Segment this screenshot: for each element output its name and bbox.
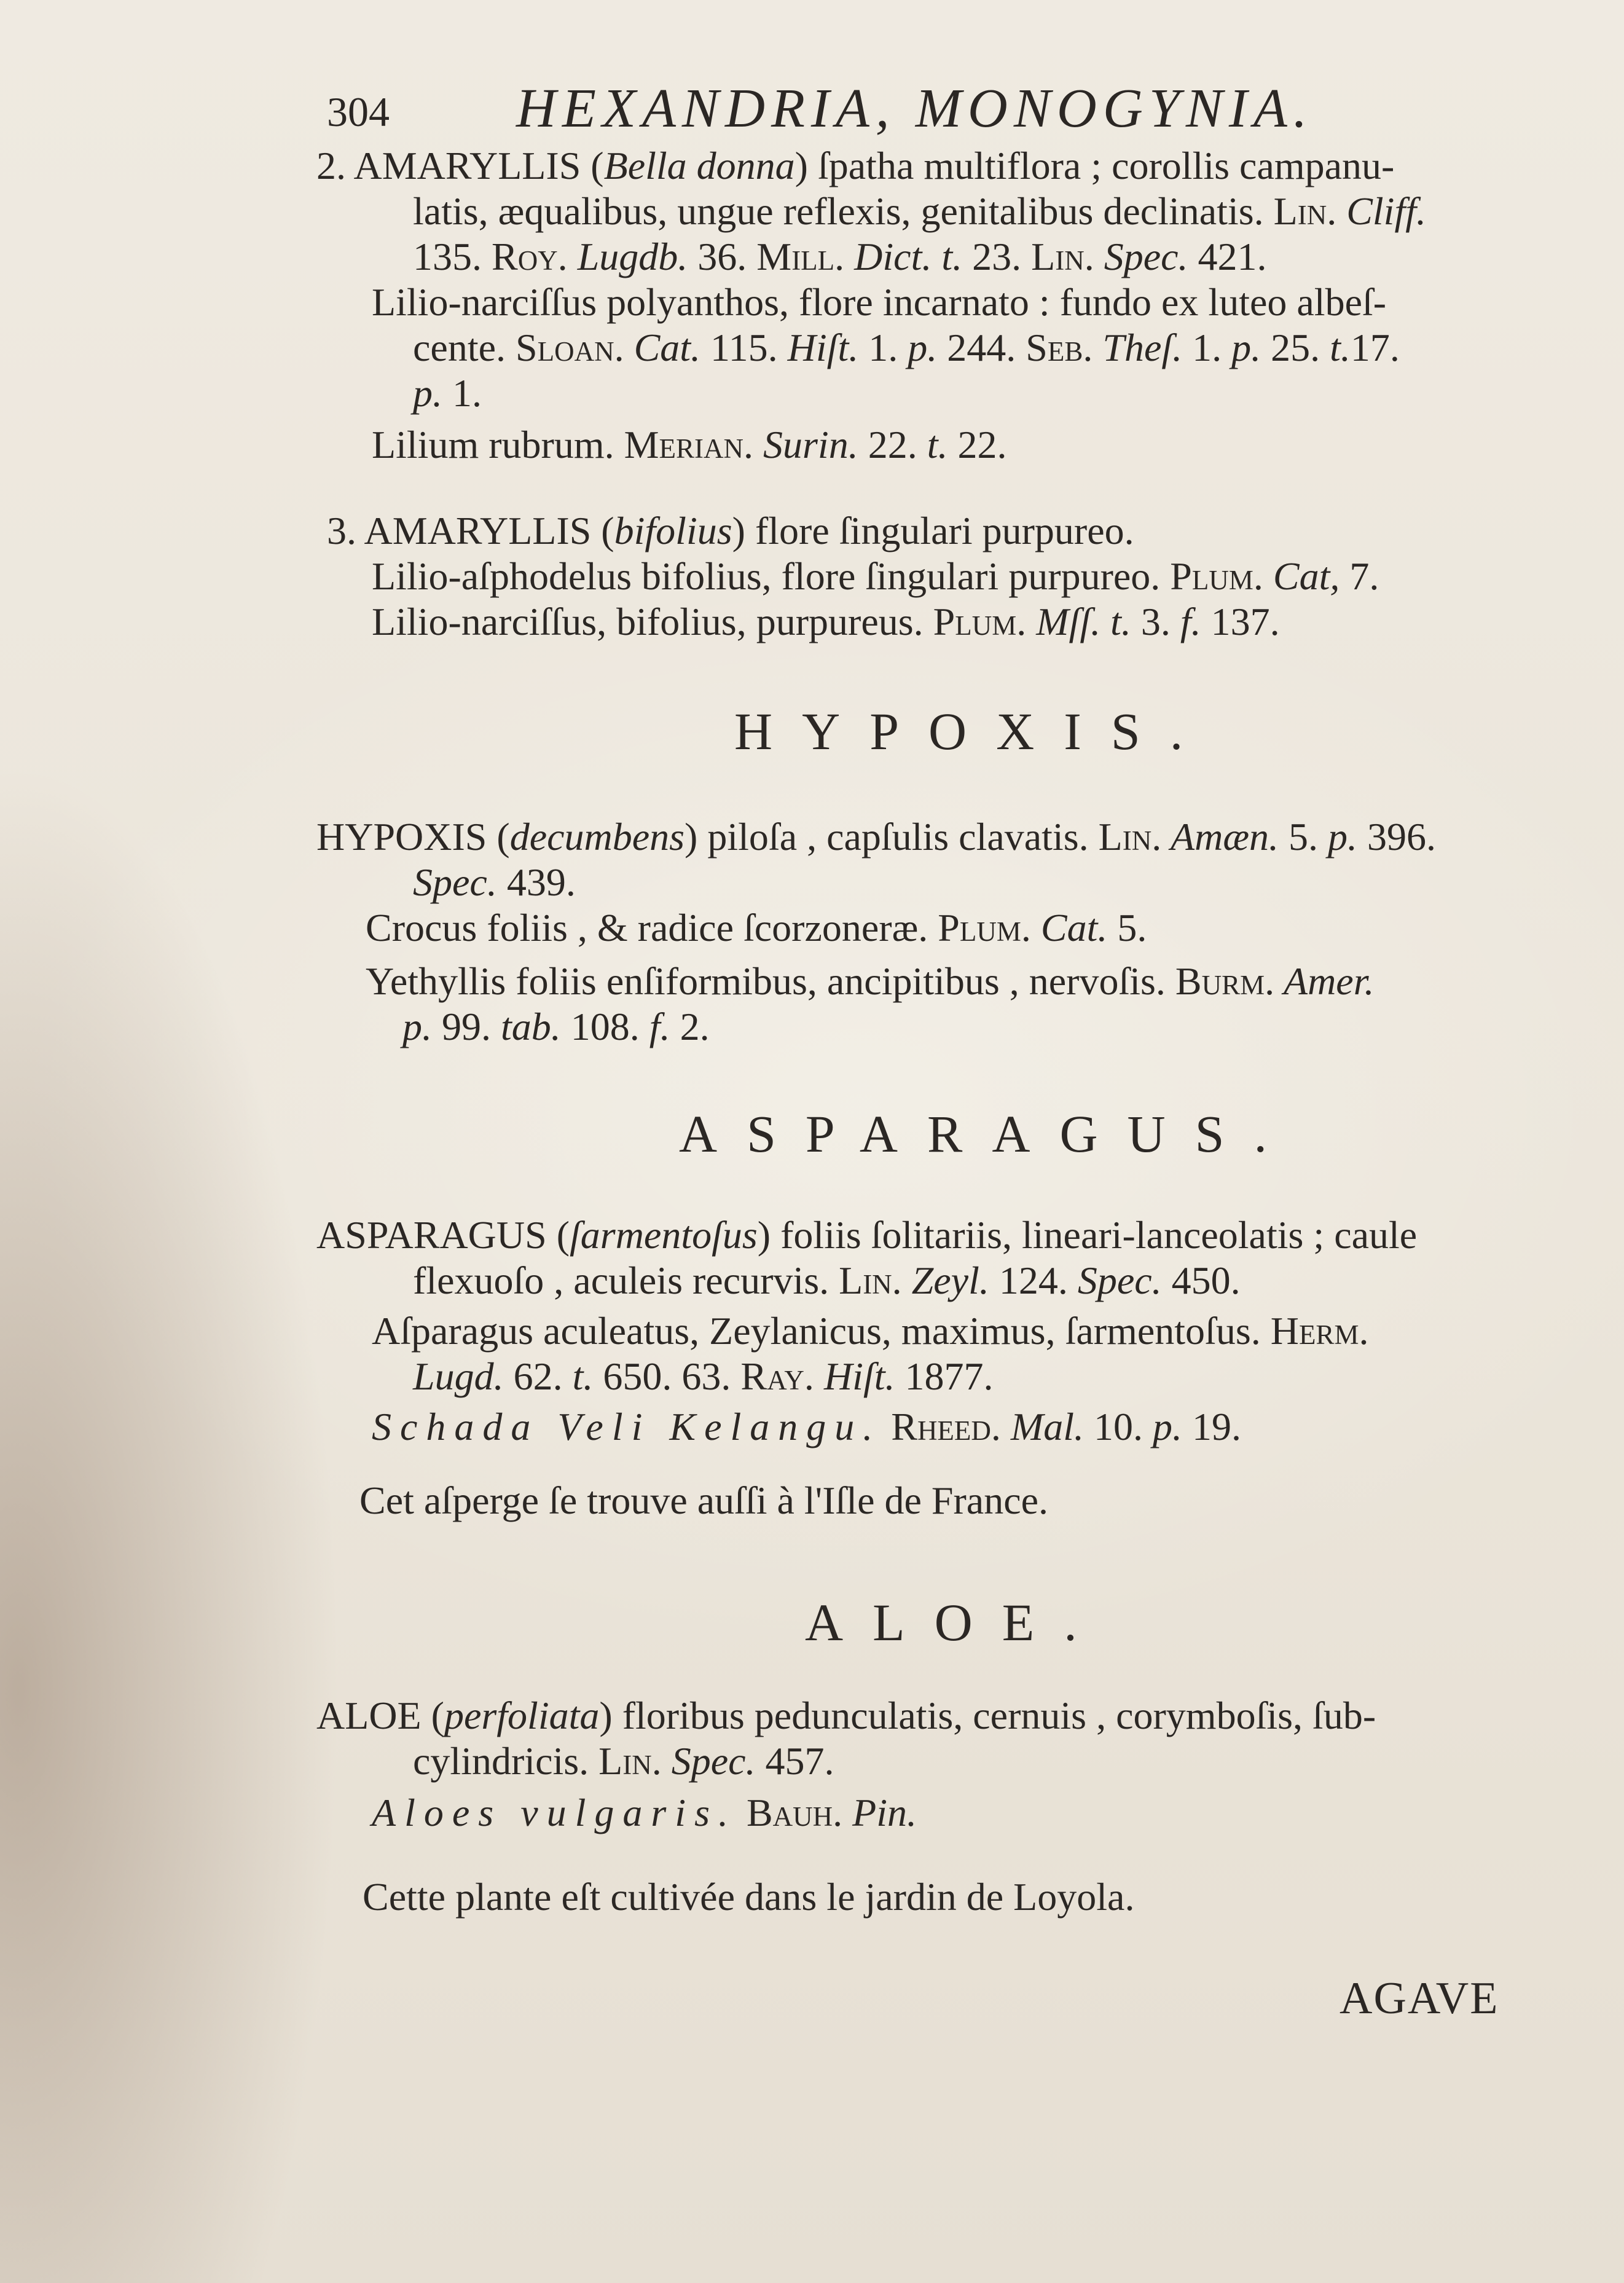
work-title: Mal. [1000,1405,1085,1448]
ref-number: 1. [442,371,482,415]
ref-abbrev: p. [908,326,938,369]
work-title: Cat, [1263,554,1340,598]
entry-amaryllis-2-synonym-1: Lilio-narciſſus polyanthos, flore incarnato : fundo ex luteo albeſ- [372,280,1387,324]
ref-number: 1. [858,326,908,369]
genus: AMARYLLIS ( [364,509,614,552]
ref-abbrev: p. [413,371,442,415]
genus: AMARYLLIS ( [353,144,604,187]
work-title: Hiſt. [814,1354,895,1398]
author-abbrev: Plum. [938,906,1031,949]
genus-heading-hypoxis: HYPOXIS. [734,702,1213,761]
ref-abbrev: t. [572,1354,594,1398]
genus-heading-aloe: ALOE. [805,1593,1107,1652]
aloe-note: Cette plante eſt cultivée dans le jardin de Loyola. [363,1875,1135,1919]
author-abbrev: Plum. [1170,554,1263,598]
species-name: decumbens [509,815,685,859]
work-title: Spec. [661,1739,756,1783]
ref-number: 17. [1350,326,1400,369]
author-abbrev: Lin. [1031,235,1094,278]
work-title: Mſſ. t. [1026,600,1131,643]
diagnosis-text: ) foliis ſolitariis, lineari-lanceolatis ; caule [757,1213,1418,1257]
ref-number: 23. [962,235,1032,278]
ref-number: 3. [1131,600,1180,643]
entry-amaryllis-2-line-6 [413,371,482,415]
entry-amaryllis-2-line-5 [413,328,1400,367]
entry-aloe-synonym-1 [372,1793,917,1833]
species-name: Bella donna [603,144,795,187]
ref-abbrev: t. [1330,326,1351,369]
diagnosis-text: ) ſpatha multiflora ; corollis campanu- [794,144,1395,187]
diagnosis-text: ) floribus pedunculatis, cernuis , corymboſis, ſub- [599,1694,1376,1737]
synonym-text: Aſparagus aculeatus, Zeylanicus, maximus, ſarmentoſus. [372,1309,1271,1353]
running-title: HEXANDRIA, MONOGYNIA. [516,78,1314,139]
author-abbrev: Lin. [1273,189,1337,233]
ref-number: 1. [1182,326,1232,369]
ref-number: 22. [858,423,927,466]
entry-hypoxis-synonym-1 [366,908,1147,948]
work-title: Zeyl. [901,1259,989,1302]
ref-number: 396. [1357,815,1437,859]
work-title: Amæn. [1161,815,1279,859]
ref-number: 450. [1161,1259,1241,1302]
author-abbrev: Merian. [624,423,754,466]
ref-number: 1877. [895,1354,994,1398]
entry-hypoxis-line-2 [413,860,576,904]
entry-amaryllis-2-line-1 [316,146,1394,186]
entry-aloe-line-1 [316,1696,1376,1735]
work-title: Hiſt. [787,326,859,369]
entry-number: 2. [316,144,346,187]
genus: ALOE ( [316,1694,444,1737]
author-abbrev: Ray. [740,1354,814,1398]
synonym-text: Lilio-narciſſus, bifolius, purpureus. [372,600,933,643]
author-abbrev: Herm. [1270,1309,1369,1353]
ref-number: 5. [1279,815,1328,859]
ref-number: 62. [503,1354,573,1398]
entry-asparagus-synonym-2 [372,1407,1241,1447]
entry-hypoxis-line-1 [316,817,1436,857]
ref-number: 137. [1201,600,1280,643]
entry-amaryllis-2-line-3 [413,237,1267,277]
entry-hypoxis-synonym-2 [366,959,1375,1003]
ref-number: 99. [432,1005,501,1048]
ref-number: 457. [755,1739,834,1783]
synonym-text: Lilium rubrum. [372,423,624,466]
entry-amaryllis-2-synonym-2 [372,425,1006,465]
species-name: ſarmentoſus [570,1213,758,1257]
ref-number: 115. [700,326,788,369]
diagnosis-text: latis, æqualibus, ungue reflexis, genitalibus declinatis. [413,189,1274,233]
work-title: Lugd. [413,1354,504,1398]
author-abbrev: Lin. [839,1259,902,1302]
author-abbrev: Seb. [1026,326,1093,369]
vernacular-name: Schada Veli Kelangu. [372,1405,882,1448]
ref-number: 5. [1107,906,1147,949]
ref-abbrev: p. [1153,1405,1183,1448]
ref-number: 19. [1182,1405,1242,1448]
author-abbrev: Lin. [598,1739,662,1783]
diagnosis-text: ) piloſa , capſulis clavatis. [685,815,1099,859]
entry-asparagus-synonym-1 [372,1311,1368,1351]
ref-number: 421. [1188,235,1267,278]
ref-abbrev: tab. [501,1005,561,1048]
ref-number: 108. [560,1005,649,1048]
entry-asparagus-line-1 [316,1213,1418,1257]
entry-asparagus-line-4 [413,1354,994,1398]
work-title: Spec. [413,860,497,904]
genus: ASPARAGUS ( [316,1213,570,1257]
entry-aloe-line-2 [413,1739,834,1783]
ref-abbrev: f. [649,1005,670,1048]
work-title: Lugdb. [567,235,688,278]
work-title: Cat. [624,326,701,369]
synonym-text: Crocus foliis , & radice ſcorzoneræ. [366,906,938,949]
work-title: Cat. [1030,906,1108,949]
diagnosis-text: ) flore ſingulari purpureo. [732,509,1134,552]
page-number: 304 [327,88,390,135]
author-abbrev: Burm. [1175,959,1275,1003]
entry-amaryllis-2-line-2 [413,189,1427,233]
synonym-text: Lilio-aſphodelus bifolius, flore ſingulari purpureo. [372,554,1171,598]
diagnosis-text: flexuoſo , aculeis recurvis. [413,1259,839,1302]
ref-number: 244. [937,326,1026,369]
ref-number: 439. [496,860,576,904]
diagnosis-text: cente. [413,326,516,369]
entry-amaryllis-3-line-1 [327,511,1134,551]
ref-abbrev: p. [402,1005,432,1048]
catchword: AGAVE [1340,1973,1499,2024]
work-title: Theſ. [1092,326,1183,369]
species-name: bifolius [614,509,732,552]
author-abbrev: Sloan. [516,326,624,369]
author-abbrev: Roy. [492,235,568,278]
ref-number: 2. [670,1005,710,1048]
author-abbrev: Mill. [756,235,845,278]
work-title: Surin. [753,423,858,466]
ref-number: 25. [1261,326,1330,369]
ref-abbrev: p. [1231,326,1261,369]
vernacular-name: Aloes vulgaris. [372,1791,737,1834]
ref-number: 22. [947,423,1007,466]
entry-amaryllis-3-synonym-2 [372,602,1280,642]
ref-number: 36. [688,235,757,278]
work-title: Dict. t. [844,235,963,278]
ref-number: 10. [1084,1405,1153,1448]
entry-amaryllis-3-synonym-1 [372,554,1379,598]
ref-abbrev: t. [927,423,948,466]
author-abbrev: Plum. [933,600,1027,643]
ref-abbrev: f. [1180,600,1201,643]
diagnosis-text: cylindricis. [413,1739,599,1783]
species-name: perfoliata [444,1694,600,1737]
ref-number: 7. [1340,554,1379,598]
author-abbrev: Bauh. [736,1791,843,1834]
work-title: Amer. [1274,959,1375,1003]
work-title: Spec. [1077,1259,1162,1302]
asparagus-note: Cet aſperge ſe trouve auſſi à l'Iſle de France. [359,1479,1048,1522]
author-abbrev: Rheed. [881,1405,1001,1448]
work-title: Spec. [1094,235,1188,278]
work-title: Cliff. [1336,189,1427,233]
entry-hypoxis-line-5 [402,1007,710,1047]
entry-number: 3. [327,509,356,552]
entry-asparagus-line-2 [413,1261,1241,1300]
synonym-text: Yethyllis foliis enſiformibus, ancipitibus , nervoſis. [366,959,1175,1003]
genus-heading-asparagus: ASPARAGUS. [679,1104,1296,1163]
ref-number: 124. [989,1259,1078,1302]
ref-abbrev: p. [1328,815,1358,859]
ref-number: 650. 63. [593,1354,741,1398]
genus: HYPOXIS ( [316,815,510,859]
work-title: Pin. [842,1791,917,1834]
ref-number: 135. [413,235,492,278]
author-abbrev: Lin. [1098,815,1162,859]
